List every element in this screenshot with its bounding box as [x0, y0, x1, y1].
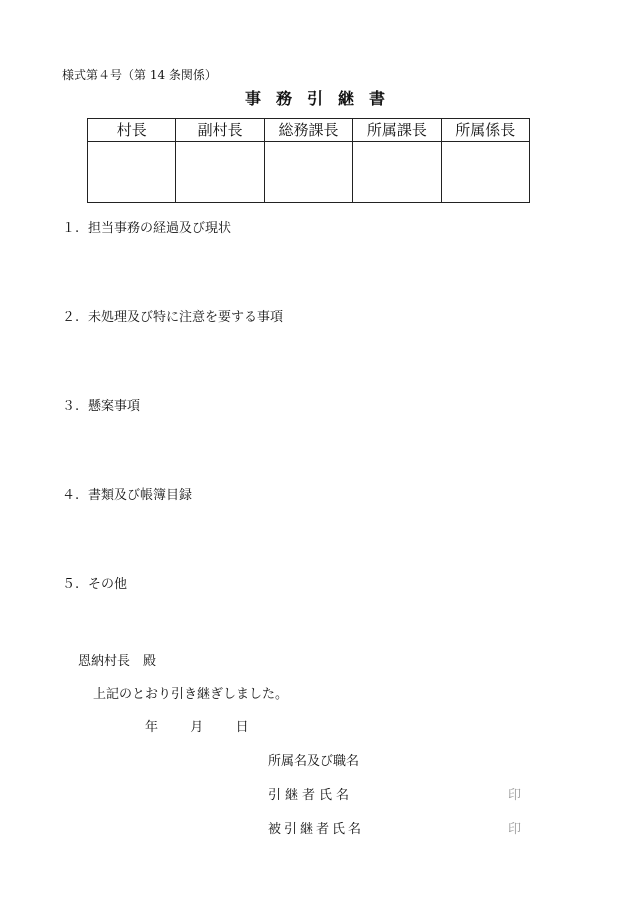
section-5: [62, 573, 127, 592]
date-row: [145, 716, 249, 735]
section-number: ５.: [62, 577, 80, 592]
transferor-label: 引継者氏名: [268, 788, 354, 803]
stamp-cell-section-chief[interactable]: [353, 142, 441, 203]
stamp-cell-deputy-mayor[interactable]: [176, 142, 264, 203]
date-month: 月: [190, 720, 204, 735]
section-number: ２.: [62, 310, 80, 325]
stamp-cell-subsection-chief[interactable]: [441, 142, 529, 203]
approval-header-subsection-chief: 所属係長: [441, 119, 529, 142]
section-number: ３.: [62, 399, 80, 414]
approval-header-row: [88, 119, 530, 142]
section-2: [62, 306, 283, 325]
date-day: 日: [235, 720, 249, 735]
approval-header-mayor: 村長: [88, 119, 176, 142]
section-label: 未処理及び特に注意を要する事項: [88, 310, 284, 325]
document-title: 事務引継書: [244, 89, 400, 108]
affiliation-label: 所属名及び職名: [268, 754, 360, 769]
transferee-label: 被引継者氏名: [268, 822, 365, 837]
form-number: 様式第４号（第 14 条関係）: [62, 68, 217, 82]
section-label: 担当事務の経過及び現状: [88, 221, 232, 236]
section-number: １.: [62, 221, 80, 236]
section-number: ４.: [62, 488, 80, 503]
addressee: 恩納村長 殿: [78, 654, 157, 669]
section-label: 懸案事項: [88, 399, 141, 414]
approval-header-deputy-mayor: 副村長: [176, 119, 264, 142]
transferee-seal-mark: 印: [508, 822, 522, 837]
approval-stamp-table: [87, 118, 530, 203]
stamp-cell-general-affairs-chief[interactable]: [264, 142, 352, 203]
stamp-cell-mayor[interactable]: [88, 142, 176, 203]
approval-header-section-chief: 所属課長: [353, 119, 441, 142]
section-label: その他: [88, 577, 128, 592]
date-year: 年: [145, 720, 159, 735]
transfer-statement: 上記のとおり引き継ぎしました。: [93, 687, 289, 702]
transferor-seal-mark: 印: [508, 788, 522, 803]
section-1: [62, 217, 231, 236]
section-4: [62, 484, 192, 503]
approval-header-general-affairs-chief: 総務課長: [264, 119, 352, 142]
approval-stamp-row: [88, 142, 530, 203]
section-label: 書類及び帳簿目録: [88, 488, 193, 503]
section-3: [62, 395, 140, 414]
